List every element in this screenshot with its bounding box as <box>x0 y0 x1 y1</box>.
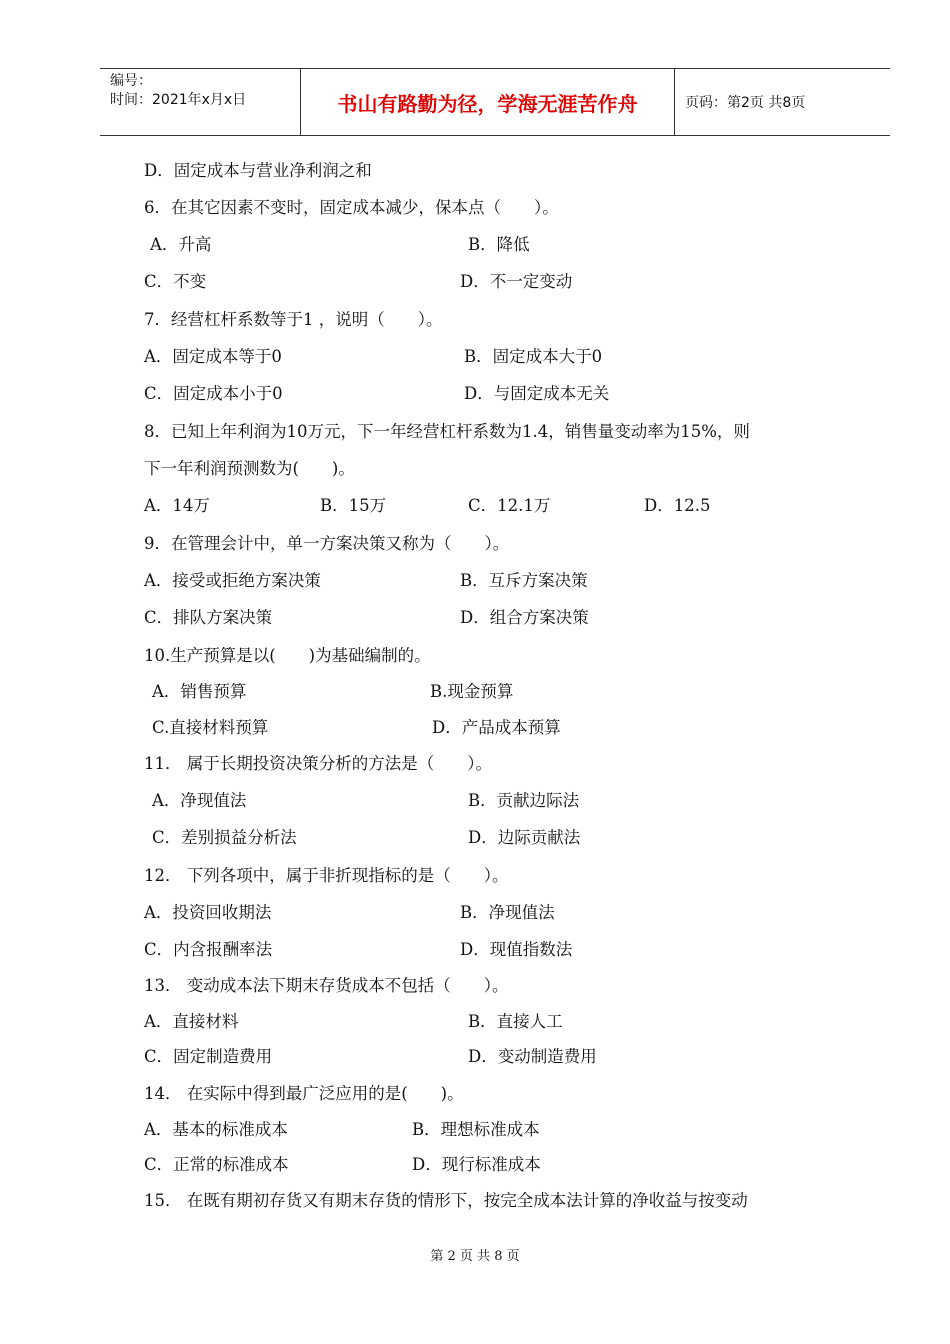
option-text: C．固定成本小于0 <box>144 384 283 403</box>
option-text: B．固定成本大于0 <box>464 347 603 366</box>
option-text: A．升高 <box>150 235 212 254</box>
option-text: A．投资回收期法 <box>144 903 272 922</box>
option-text: D．现值指数法 <box>460 940 573 959</box>
option-text: C．正常的标准成本 <box>144 1155 289 1174</box>
option-text: C．排队方案决策 <box>144 608 273 627</box>
question-text: 14． 在实际中得到最广泛应用的是( )。 <box>144 1084 464 1103</box>
page-footer: 第 2 页 共 8 页 <box>430 1249 520 1264</box>
option-text: A．固定成本等于0 <box>144 347 282 366</box>
option-text: C．12.1万 <box>468 496 551 515</box>
header-motto: 书山有路勤为径，学海无涯苦作舟 <box>301 69 675 135</box>
question-text: 12． 下列各项中，属于非折现指标的是（ ）。 <box>144 866 509 885</box>
question-text: 下一年利润预测数为( )。 <box>144 459 355 478</box>
question-text: 10.生产预算是以( )为基础编制的。 <box>144 646 431 665</box>
option-text: A．直接材料 <box>144 1012 239 1031</box>
option-text: D．与固定成本无关 <box>464 384 610 403</box>
option-text: C．差别损益分析法 <box>152 828 297 847</box>
time-label: 时间：2021年x月x日 <box>110 92 247 108</box>
option-text: A．净现值法 <box>152 791 247 810</box>
question-text: 13． 变动成本法下期末存货成本不包括（ ）。 <box>144 976 509 995</box>
option-text: B．15万 <box>320 496 387 515</box>
option-text: D．不一定变动 <box>460 272 573 291</box>
option-text: B．降低 <box>468 235 530 254</box>
option-text: B．直接人工 <box>468 1012 563 1031</box>
serial-label: 编号： <box>110 73 152 89</box>
option-text: A．14万 <box>144 496 210 515</box>
option-text: A．销售预算 <box>152 682 247 701</box>
option-text: C．内含报酬率法 <box>144 940 273 959</box>
option-text: D．产品成本预算 <box>432 718 561 737</box>
option-text: C．不变 <box>144 272 207 291</box>
option-text: B．贡献边际法 <box>468 791 580 810</box>
question-text: 9．在管理会计中，单一方案决策又称为（ ）。 <box>144 534 510 553</box>
header-page-label: 页码：第2页 共8页 <box>685 95 806 111</box>
option-text: D．组合方案决策 <box>460 608 589 627</box>
option-text: D．变动制造费用 <box>468 1047 597 1066</box>
option-text: D．现行标准成本 <box>412 1155 541 1174</box>
option-text: B．理想标准成本 <box>412 1120 540 1139</box>
question-text: 11． 属于长期投资决策分析的方法是（ ）。 <box>144 754 492 773</box>
option-text: C．固定制造费用 <box>144 1047 273 1066</box>
option-text: B.现金预算 <box>430 682 514 701</box>
option-text: C.直接材料预算 <box>152 718 269 737</box>
question-text: 15． 在既有期初存货又有期末存货的情形下，按完全成本法计算的净收益与按变动 <box>144 1191 748 1210</box>
question-text: 8．已知上年利润为10万元，下一年经营杠杆系数为1.4，销售量变动率为15%，则 <box>144 422 750 441</box>
option-text: B．净现值法 <box>460 903 555 922</box>
option-text: D．边际贡献法 <box>468 828 581 847</box>
question-text: 6．在其它因素不变时，固定成本减少，保本点（ ）。 <box>144 198 559 217</box>
option-text: B．互斥方案决策 <box>460 571 588 590</box>
option-text: A．基本的标准成本 <box>144 1120 288 1139</box>
question-text: 7．经营杠杆系数等于1 ，说明（ ）。 <box>144 310 443 329</box>
text-line: D．固定成本与营业净利润之和 <box>144 161 372 180</box>
option-text: D．12.5 <box>644 496 711 515</box>
option-text: A．接受或拒绝方案决策 <box>144 571 321 590</box>
